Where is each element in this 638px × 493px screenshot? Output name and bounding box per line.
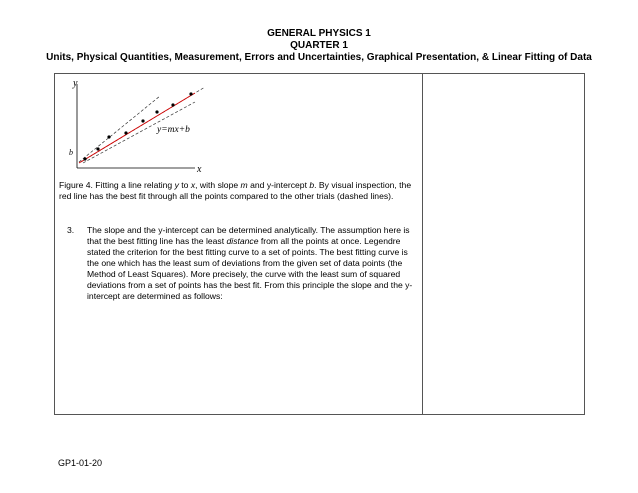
list-text: The slope and the y-intercept can be determined analytically. The assumption here is that the best fitting line has the least distance from all the points at once. Legendre stated the criterion for the best fitting curve to a set of points. The best fitting curve is the one which has the least sum of deviations from the given set of data points (the Method of Least Squares). More precisely, the curve with the least sum of squared deviations from a set of points has the best fit. From this principle the slope and the y-intercept are determined as follows: — [87, 225, 413, 301]
equation-label: y=mx+b — [157, 125, 190, 135]
data-point — [83, 157, 86, 160]
list-item-3 — [61, 225, 416, 302]
line-fit-figure — [65, 76, 245, 176]
list-number: 3. — [67, 225, 75, 235]
trial-line-1 — [79, 96, 160, 162]
quarter-label: QUARTER 1 — [290, 40, 348, 51]
data-point — [107, 135, 110, 138]
x-axis-label: x — [197, 164, 202, 175]
content-table — [54, 73, 585, 415]
topic-title: Units, Physical Quantities, Measurement, Errors and Uncertainties, Graphical Presentation, & Linear Fitting of Data — [46, 52, 592, 63]
page-header — [40, 28, 598, 64]
data-point — [124, 131, 127, 134]
figure-caption: Figure 4. Fitting a line relating y to x, with slope m and y-intercept b. By visual inspection, the red line has the best fit through all the points compared to the other trials (dashed lines). — [59, 180, 412, 201]
y-axis-label: y — [73, 78, 78, 89]
course-title: GENERAL PHYSICS 1 — [267, 28, 371, 39]
data-point — [96, 147, 99, 150]
data-point — [141, 119, 144, 122]
data-point — [171, 103, 174, 106]
column-divider — [422, 74, 423, 414]
data-point — [189, 92, 192, 95]
page-code: GP1-01-20 — [58, 458, 103, 468]
data-point — [155, 110, 158, 113]
intercept-label: b — [69, 148, 73, 157]
